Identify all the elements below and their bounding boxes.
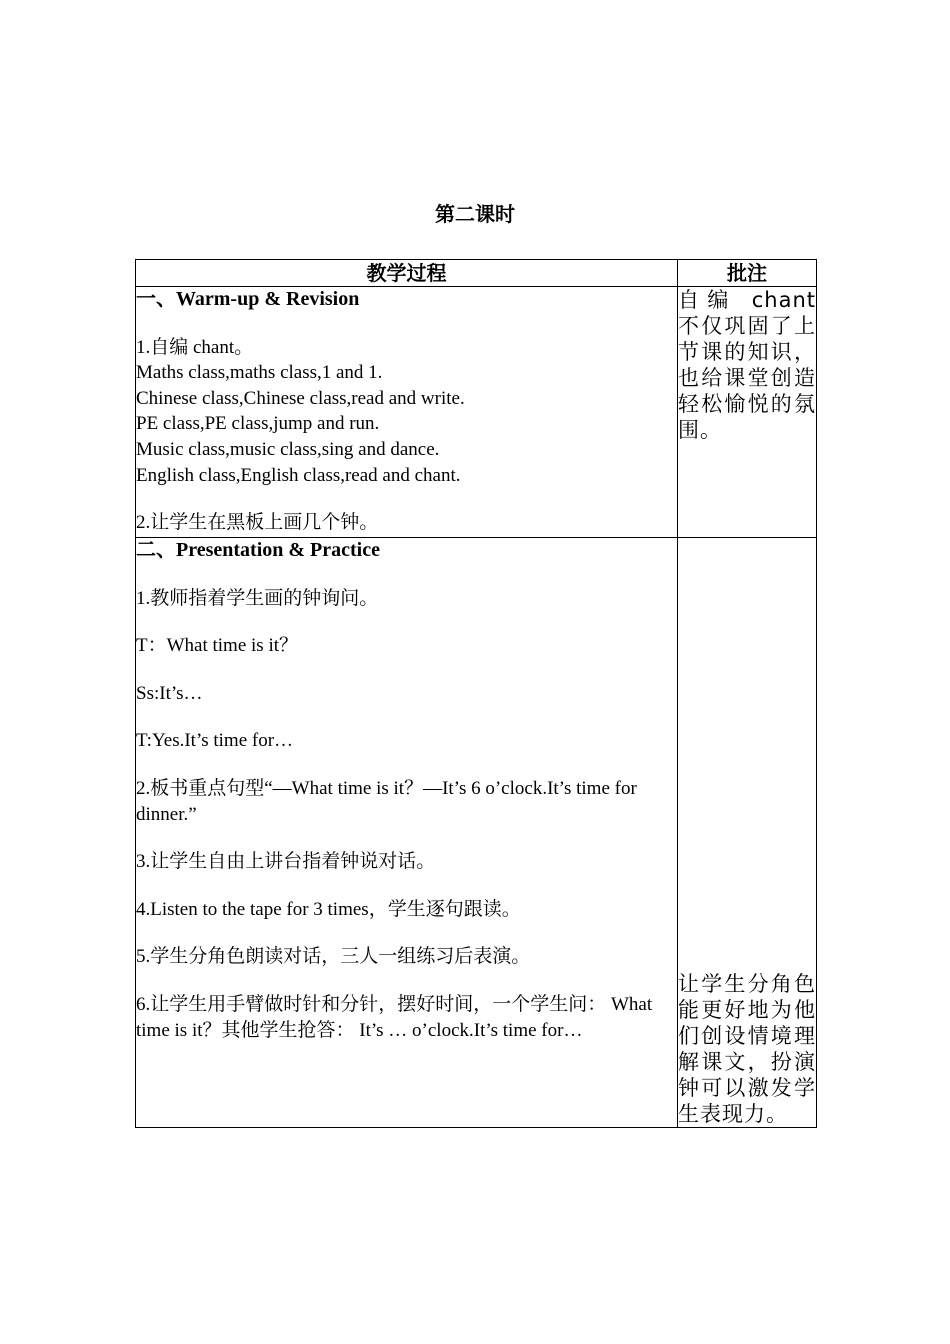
- dialog-line: T：What time is it？: [136, 635, 299, 657]
- section2-item5: 5.学生分角色朗读对话，三人一组练习后表演。: [136, 946, 531, 968]
- section2-item4: 4.Listen to the tape for 3 times，学生逐句跟读。: [136, 898, 521, 920]
- section2-item6: 6.让学生用手臂做时针和分针，摆好时间，一个学生问： What time is it？其他学生抢答： It’s … o’clock.It’s time for…: [136, 993, 653, 1041]
- section2-note: 让学生分角色能更好地为他们创设情境理解课文，扮演钟可以激发学生表现力。: [678, 972, 816, 1126]
- section1-heading: 一、Warm-up & Revision: [136, 288, 360, 310]
- section1-item1: 1.自编 chant。: [136, 336, 254, 358]
- section2-process: [136, 538, 678, 1128]
- chant-line: Chinese class,Chinese class,read and write.: [136, 387, 465, 409]
- dialog-line: Ss:It’s…: [136, 682, 203, 704]
- section1-process: [136, 287, 678, 538]
- section2-heading: 二、Presentation & Practice: [136, 539, 380, 561]
- chant-line: Music class,music class,sing and dance.: [136, 438, 440, 460]
- dialog-line: T:Yes.It’s time for…: [136, 730, 294, 752]
- chant-line: PE class,PE class,jump and run.: [136, 413, 380, 435]
- section2-item2: 2.板书重点句型“—What time is it？—It’s 6 o’clock.It’s time for dinner.”: [136, 777, 637, 825]
- chant-line: Maths class,maths class,1 and 1.: [136, 362, 383, 384]
- header-process: 教学过程: [136, 260, 678, 287]
- section1-item2: 2.让学生在黑板上画几个钟。: [136, 512, 379, 534]
- section2-item1: 1.教师指着学生画的钟询问。: [136, 587, 379, 609]
- header-notes: 批注: [678, 260, 817, 287]
- table-header-row: [136, 260, 817, 287]
- chant-line: English class,English class,read and chant.: [136, 464, 461, 486]
- section2-item3: 3.让学生自由上讲台指着钟说对话。: [136, 851, 436, 873]
- section2-row: [136, 538, 817, 1128]
- section2-note-cell: [678, 538, 817, 1128]
- section1-row: [136, 287, 817, 538]
- section1-note: 自编 chant 不仅巩固了上节课的知识，也给课堂创造轻松愉悦的氛围。: [678, 287, 817, 538]
- lesson-table: [135, 259, 817, 1128]
- page-title: 第二课时: [435, 202, 515, 226]
